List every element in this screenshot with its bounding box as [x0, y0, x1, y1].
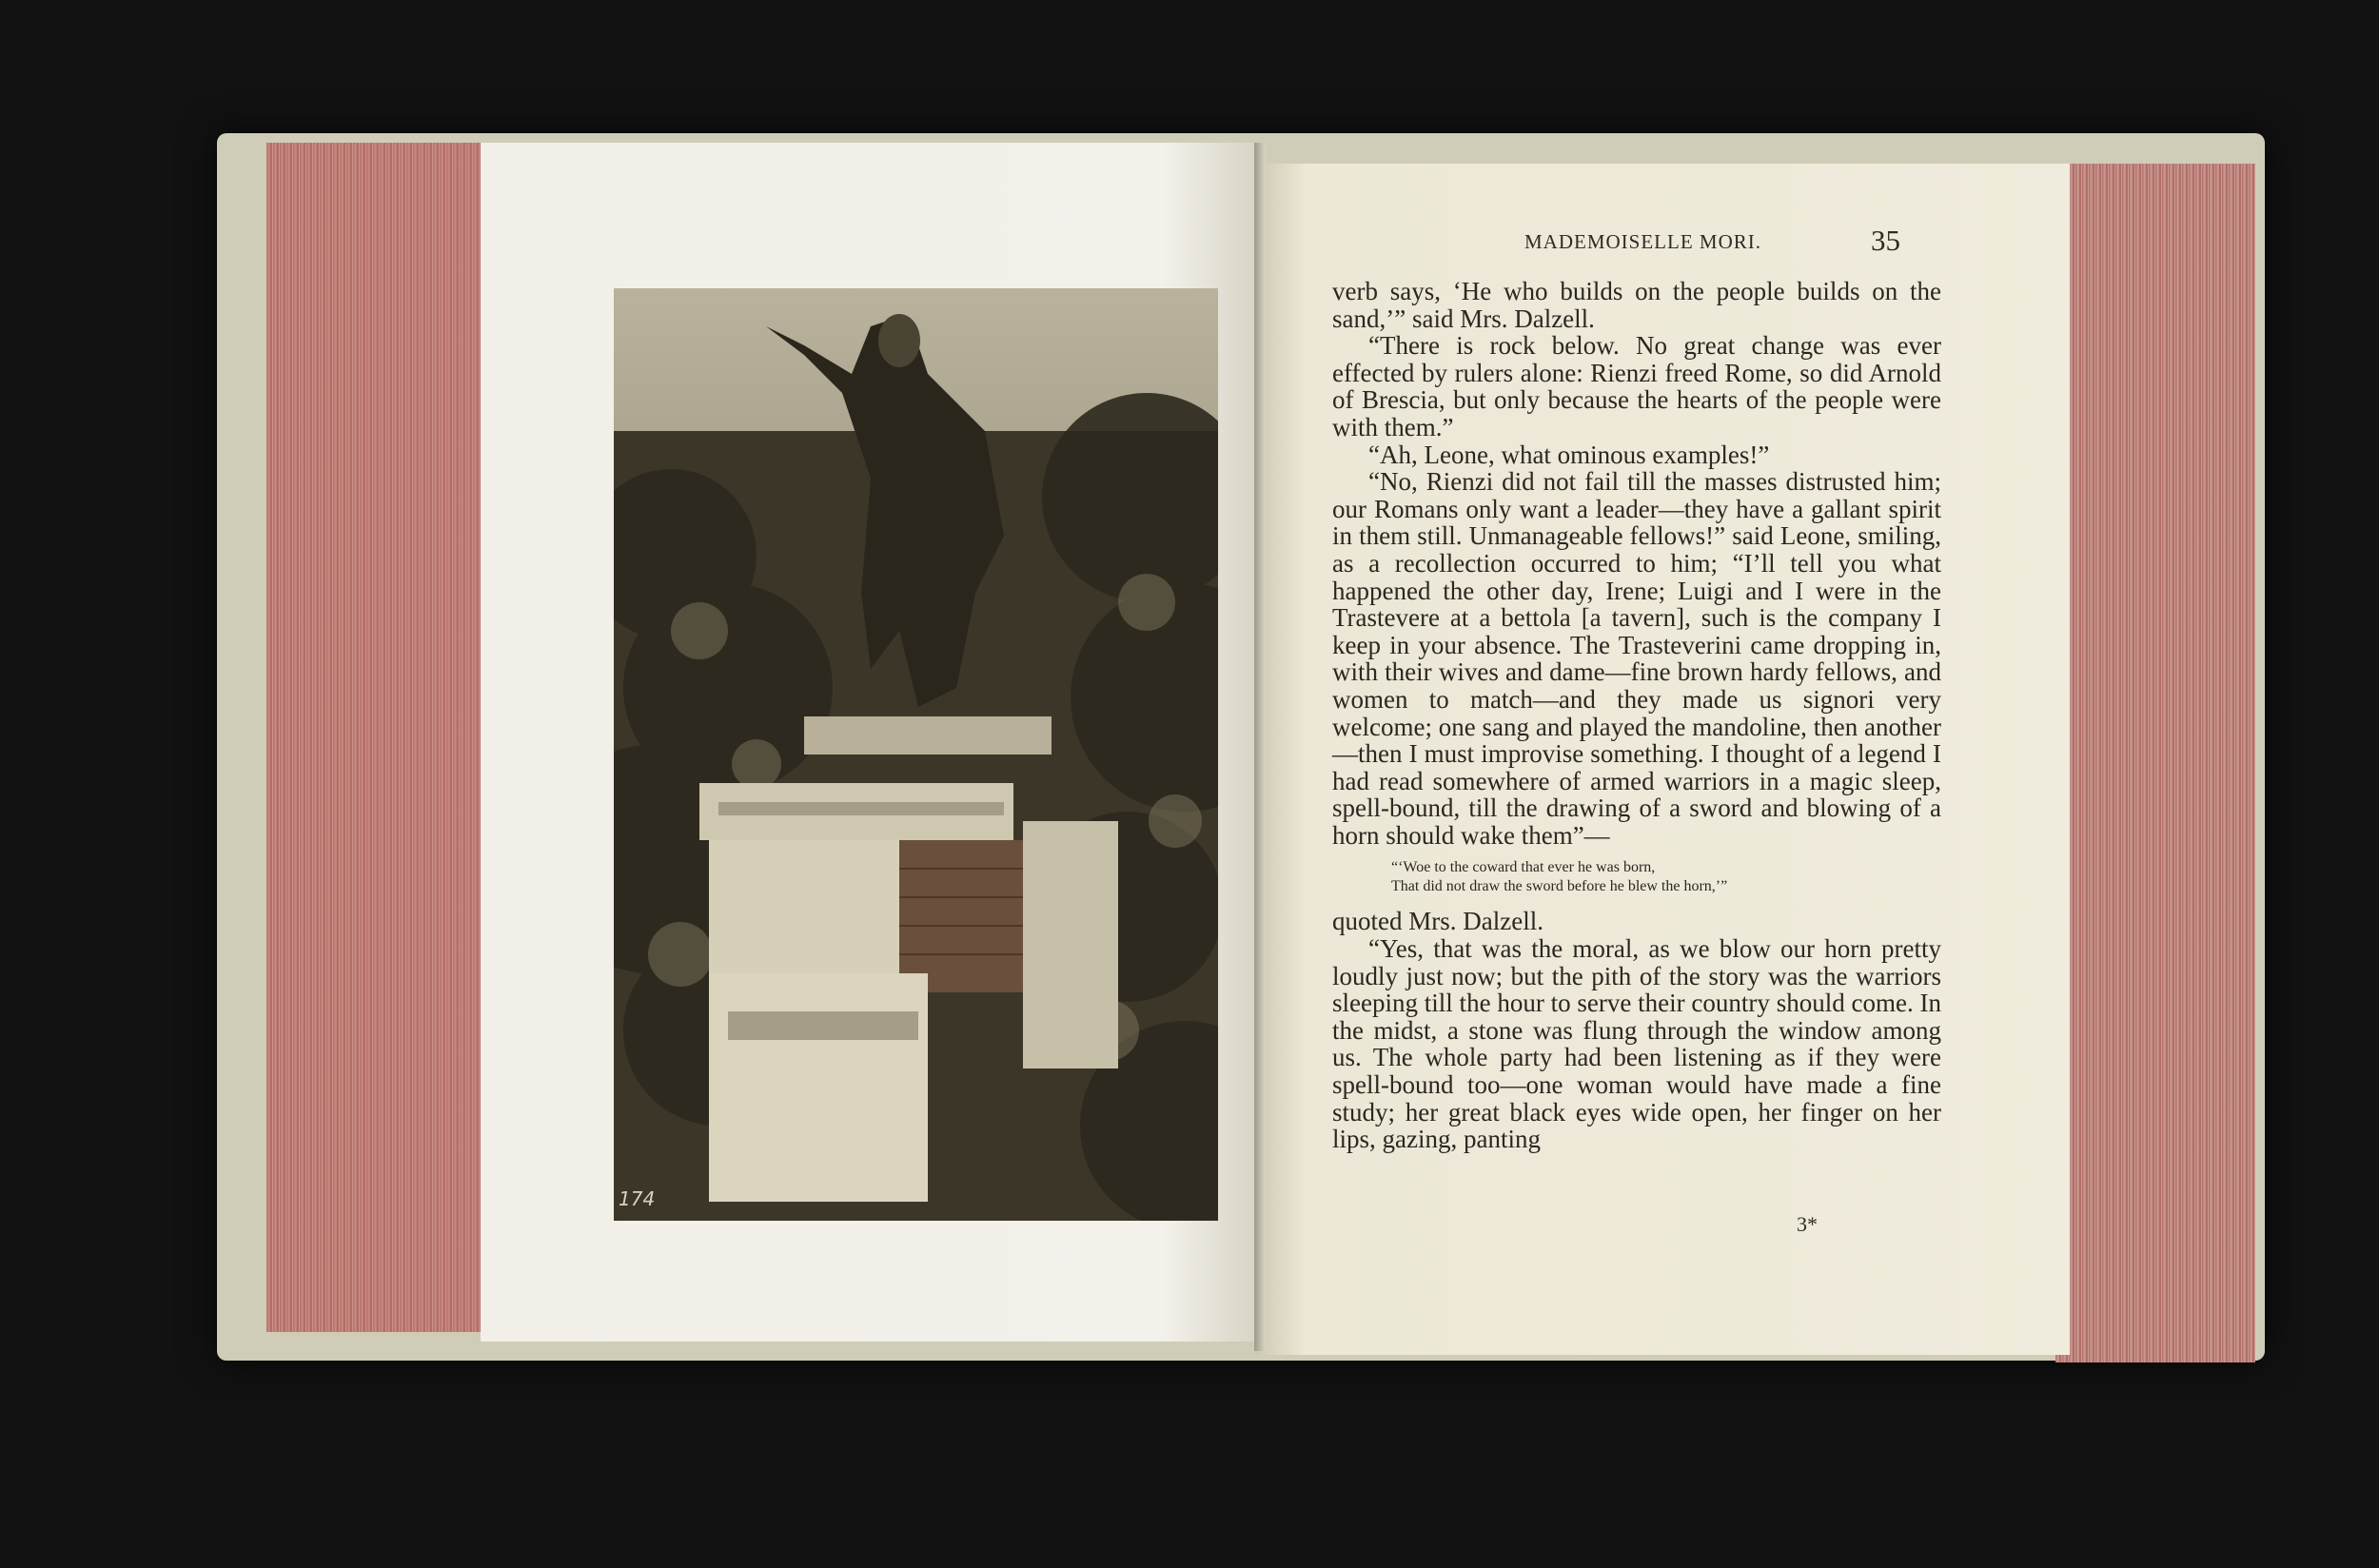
paragraph: quoted Mrs. Dalzell. — [1332, 907, 1543, 936]
paragraph: “There is rock below. No great change was ever effected by rulers alone: Rienzi freed Rome, so did Arnold of Brescia, but only because the hearts of the people were with them.” — [1332, 331, 1941, 441]
statue-photograph — [614, 288, 1218, 1221]
page-edges-right — [2055, 164, 2255, 1362]
photo-number: 174 — [619, 1187, 656, 1210]
signature-mark: 3* — [1797, 1212, 1818, 1236]
book-gutter — [1254, 143, 1266, 1351]
verse-line: That did not draw the sword before he blew the horn,’” — [1391, 878, 1728, 895]
paragraph: “No, Rienzi did not fail till the masses distrusted him; our Romans only want a leader—they have a gallant spirit in them still. Unmanageable fellows!” said Leone, smiling, as a recollection occurred to him; “I’ll tell you what happened the other day, Irene; Luigi and I were in the Trastevere at a bettola [a tavern], such is the company I keep in your absence. The Trasteverini came dropping in, with their wives and dame—fine brown hardy fellows, and women to match—and they made us signori very welcome; one sang and played the mandoline, then another—then I must improvise something. I thought of a legend I had read somewhere of armed warriors in a magic sleep, spell-bound, till the drawing of a sword and blowing of a horn should wake them”— — [1332, 467, 1941, 850]
page-number: 35 — [1871, 224, 1900, 257]
paragraph: “Yes, that was the moral, as we blow our horn pretty loudly just now; but the pith of the story was the warriors sleeping till the hour to serve their country should come. In the midst, a stone was flung through the window among us. The whole party had been listening as if they were spell-bound too—one woman would have made a fine study; her great black eyes wide open, her finger on her lips, gazing, panting — [1332, 934, 1941, 1154]
running-head: MADEMOISELLE MORI. — [1524, 230, 1761, 253]
paragraph: verb says, ‘He who builds on the people builds on the sand,’” said Mrs. Dalzell. — [1332, 277, 1941, 333]
verse-quote — [1391, 858, 1941, 896]
verse-line: “‘Woe to the coward that ever he was born, — [1391, 859, 1656, 876]
page-edges-left — [266, 143, 485, 1332]
paragraph: “Ah, Leone, what ominous examples!” — [1368, 440, 1770, 469]
body-text — [1332, 278, 1941, 1153]
